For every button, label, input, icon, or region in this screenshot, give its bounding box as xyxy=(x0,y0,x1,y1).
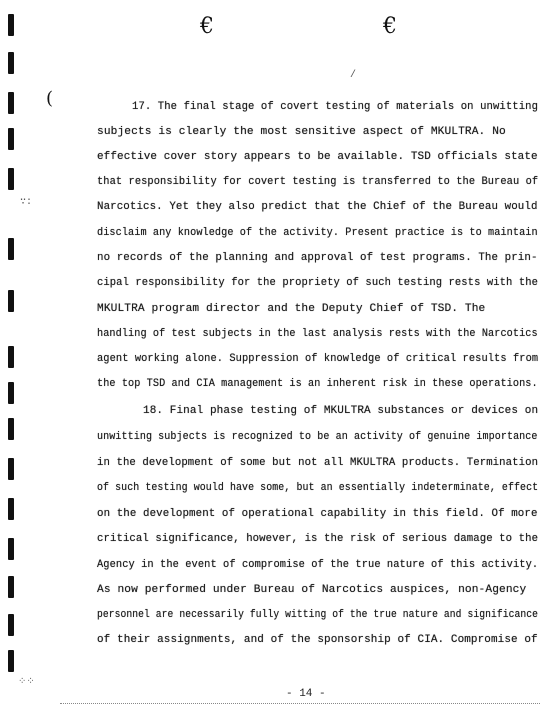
paragraph-17-line-10: handling of test subjects in the last analysis rests with the Narcotics xyxy=(97,328,538,340)
paragraph-17-line-7: no records of the planning and approval of test programs. The prin- xyxy=(97,252,538,264)
punch-hole-right-mark: € xyxy=(383,14,397,39)
paragraph-17-line-11: agent working alone. Suppression of knowledge of critical results from xyxy=(97,353,539,365)
scan-specks-bottom: ⁘⁘ xyxy=(18,677,35,688)
paragraph-17-line-8: cipal responsibility for the propriety of such testing rests with the xyxy=(97,277,538,289)
paragraph-18-line-5: on the development of operational capability in this field. Of more xyxy=(97,508,538,520)
paragraph-17-line-4: that responsibility for covert testing is transferred to the Bureau of xyxy=(97,176,539,188)
paragraph-17-line-1: 17. The final stage of covert testing of materials on unwitting xyxy=(132,101,539,113)
bottom-scan-edge xyxy=(60,703,540,705)
paragraph-18-line-9: personnel are necessarily fully witting of the true nature and significance xyxy=(97,609,539,621)
paragraph-18-line-4: of such testing would have some, but an essentially indeterminate, effect xyxy=(97,482,539,494)
paragraph-18-line-10: of their assignments, and of the sponsorship of CIA. Compromise of xyxy=(97,634,538,646)
page-number: - 14 - xyxy=(286,688,326,700)
binder-edge-marks xyxy=(8,0,16,710)
paragraph-17-line-2: subjects is clearly the most sensitive aspect of MKULTRA. No xyxy=(97,126,506,138)
paragraph-17-line-5: Narcotics. Yet they also predict that the Chief of the Bureau would xyxy=(97,201,538,213)
paragraph-18-line-8: As now performed under Bureau of Narcotics auspices, non-Agency xyxy=(97,584,527,596)
paragraph-18-line-2: unwitting subjects is recognized to be an activity of genuine importance xyxy=(97,431,538,443)
paragraph-17-line-12: the top TSD and CIA management is an inherent risk in these operations. xyxy=(97,378,538,390)
scan-speck-top: / xyxy=(350,70,357,81)
paragraph-17-line-9: MKULTRA program director and the Deputy Chief of TSD. The xyxy=(97,303,486,315)
paragraph-18-line-7: Agency in the event of compromise of the true nature of this activity. xyxy=(97,559,539,571)
paragraph-17-line-6: disclaim any knowledge of the activity. Present practice is to maintain xyxy=(97,227,538,239)
margin-bracket-mark: ( xyxy=(46,88,54,109)
punch-hole-left-mark: € xyxy=(200,14,214,39)
paragraph-18-line-1: 18. Final phase testing of MKULTRA substances or devices on xyxy=(143,405,539,417)
paragraph-18-line-6: critical significance, however, is the risk of serious damage to the xyxy=(97,533,539,545)
paragraph-18-line-3: in the development of some but not all MKULTRA products. Termination xyxy=(97,457,539,469)
paragraph-17-line-3: effective cover story appears to be available. TSD officials state xyxy=(97,151,538,163)
scan-specks-left: ∵: xyxy=(20,197,33,208)
